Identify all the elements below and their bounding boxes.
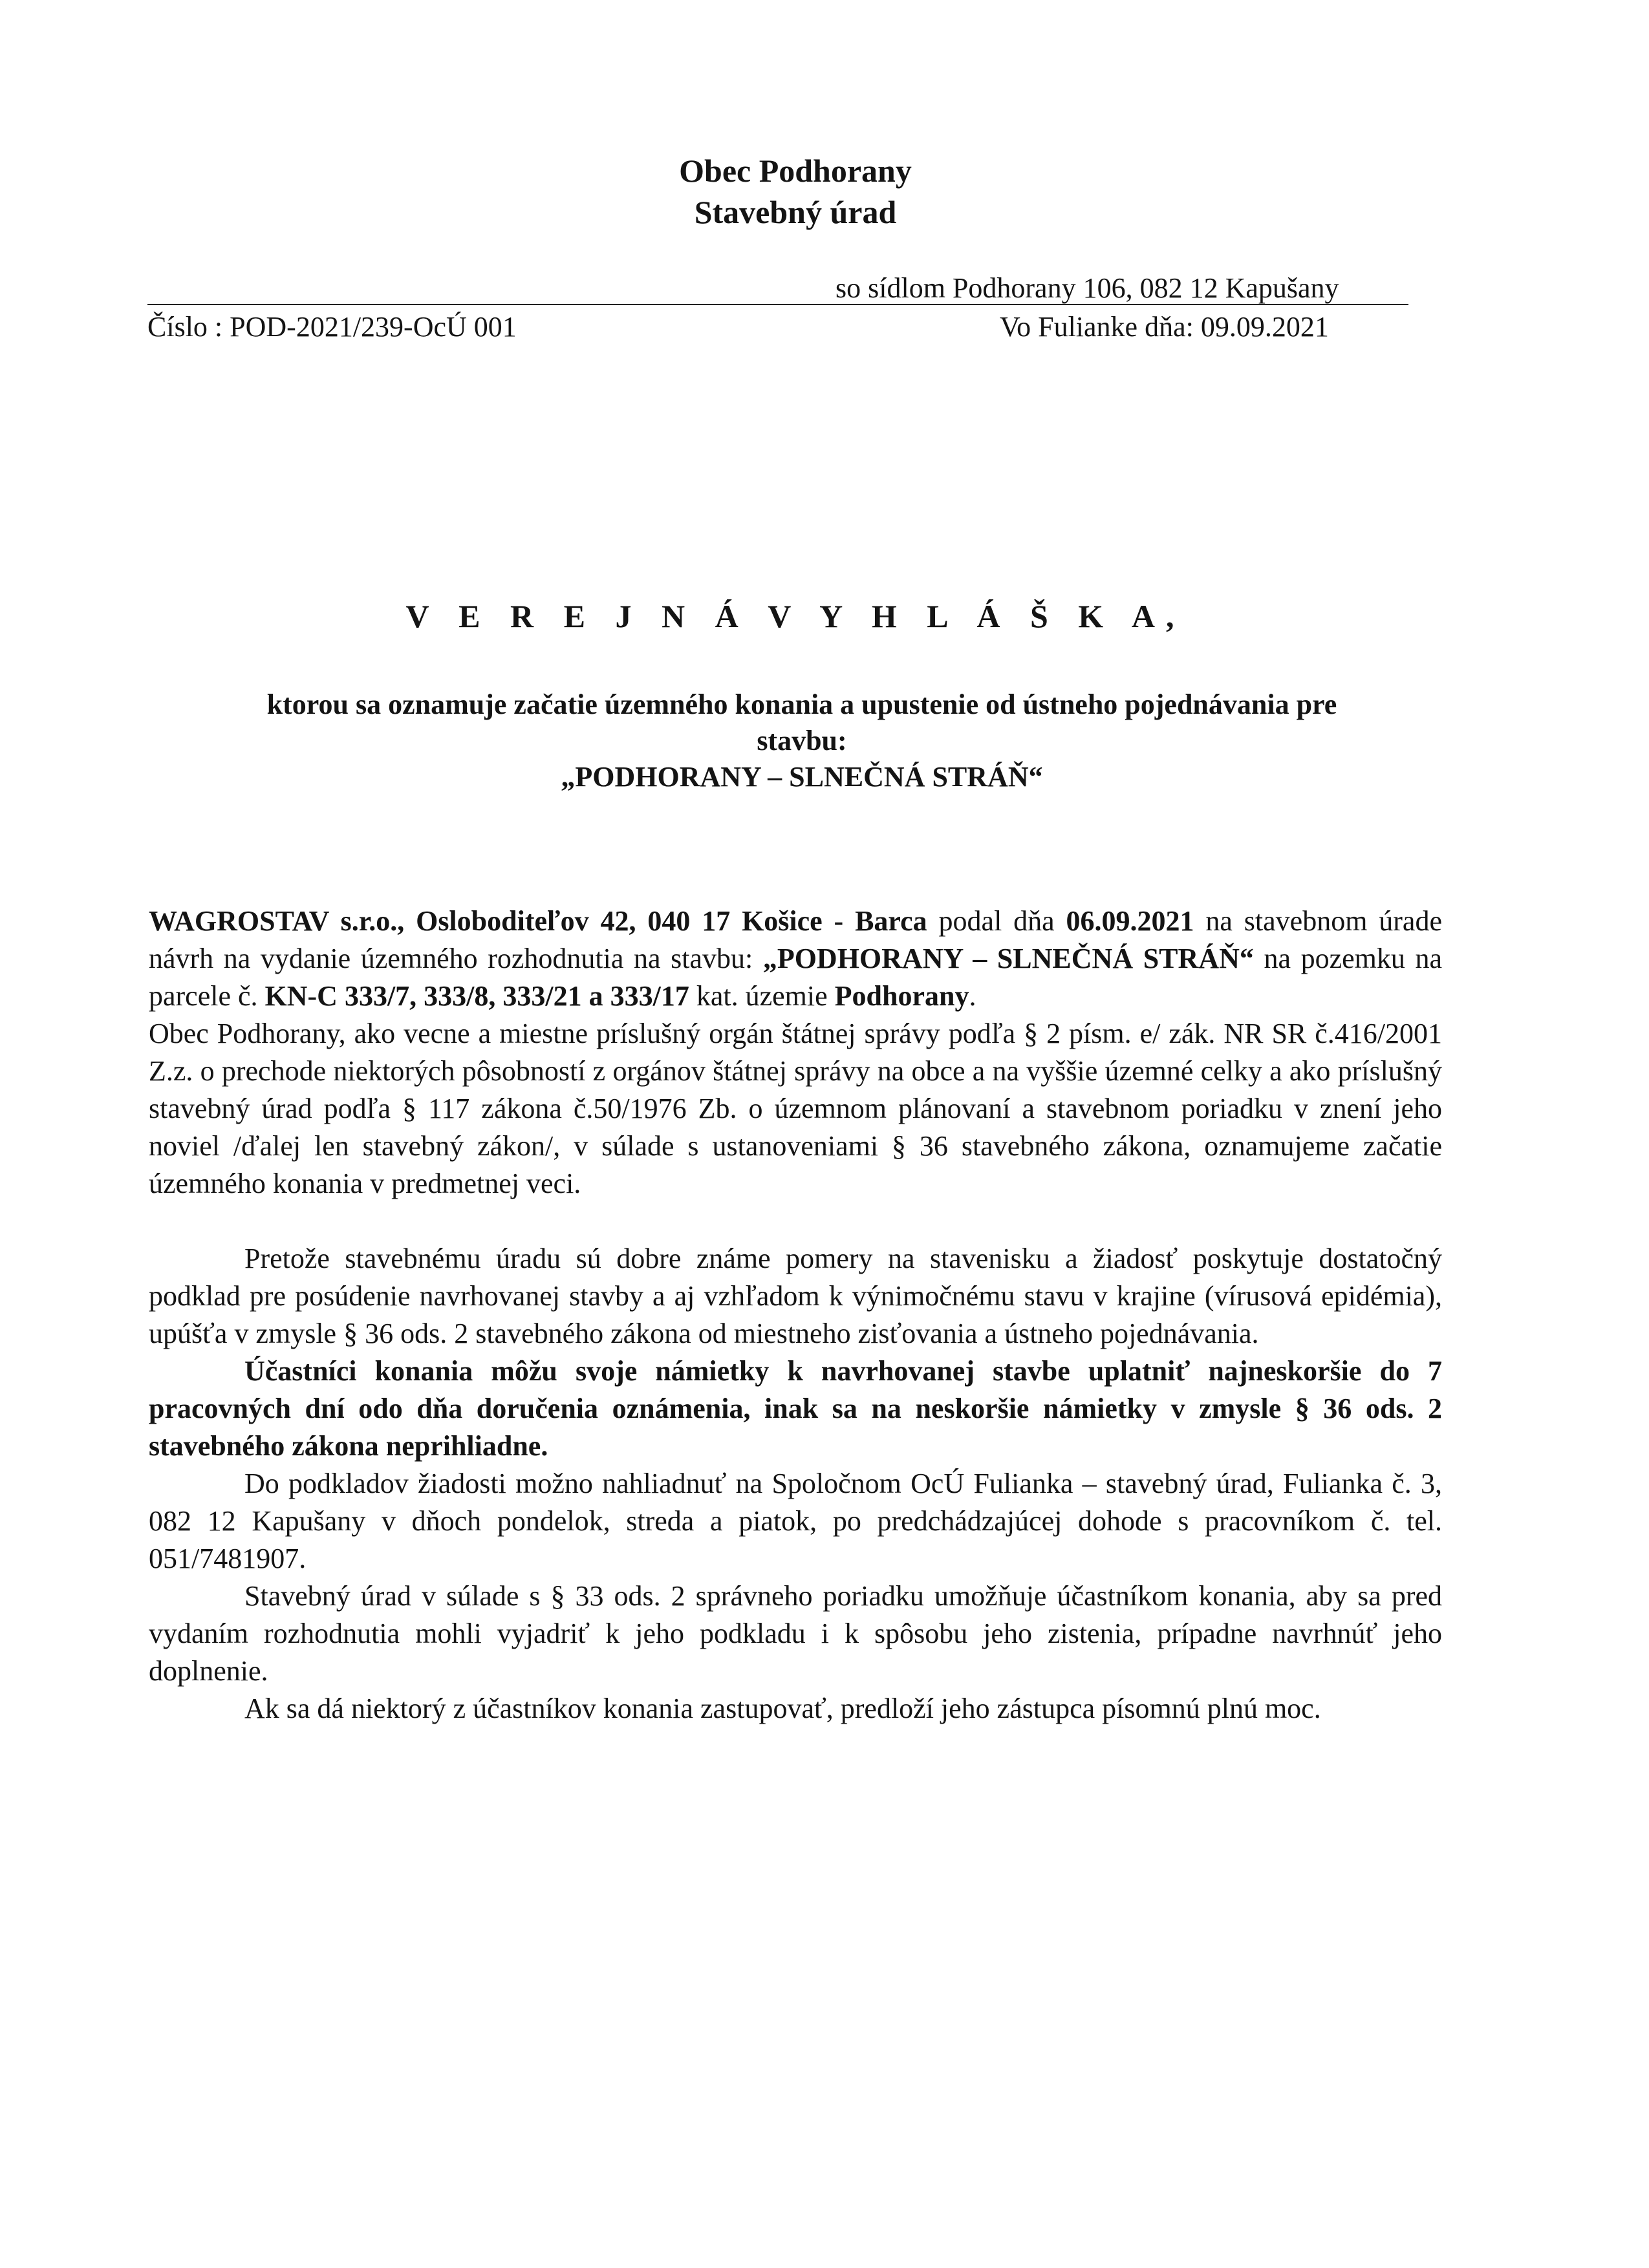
paragraph-inspection: Do podkladov žiadosti možno nahliadnuť na Spoločnom OcÚ Fulianka – stavebný úrad, Fulianka č. 3, 082 12 Kapušany v dňoch pondelok, streda a piatok, po predchádzajúcej dohode s pracovníkom č. tel. 051/7481907. (149, 1468, 1442, 1574)
office-name: Stavebný úrad (694, 194, 897, 230)
municipality-name: Obec Podhorany (679, 153, 912, 189)
text: . (969, 980, 976, 1012)
paragraph-application (149, 903, 1442, 1015)
applicant: WAGROSTAV s.r.o., Osloboditeľov 42, 040 17 Košice - Barca (149, 905, 927, 937)
paragraph-comments: Stavebný úrad v súlade s § 33 ods. 2 správneho poriadku umožňuje účastníkom konania, aby sa pred vydaním rozhodnutia mohli vyjadriť k jeho podkladu i k spôsobu jeho zistenia, prípadne navrhnúť jeho doplnenie. (149, 1580, 1442, 1687)
document-body (149, 903, 1442, 1728)
reference-number: Číslo : POD-2021/239-OcÚ 001 (147, 311, 517, 343)
header-rule (147, 304, 1408, 305)
paragraph-waiver: Pretože stavebnému úradu sú dobre známe pomery na stavenisku a žiadosť poskytuje dostatočný podklad pre posúdenie navrhovanej stavby a aj vzhľadom k výnimočnému stavu v krajine (vírusová epidémia), upúšťa v zmysle § 36 ods. 2 stavebného zákona od miestneho zisťovania a ústneho pojednávania. (149, 1243, 1442, 1349)
text: na stavebnom úrade návrh na vydanie územného rozhodnutia na stavbu: (149, 905, 1442, 974)
paragraph-objections: Účastníci konania môžu svoje námietky k navrhovanej stavbe uplatniť najneskoršie do 7 pracovných dní odo dňa doručenia oznámenia, inak sa na neskoršie námietky v zmysle § 36 ods. 2 stavebného zákona neprihliadne. (149, 1355, 1442, 1462)
place-and-date: Vo Fulianke dňa: 09.09.2021 (1000, 311, 1329, 343)
text: kat. územie (689, 980, 835, 1012)
application-date: 06.09.2021 (1066, 905, 1194, 937)
subtitle-line-2: stavbu: (757, 725, 847, 756)
project-name: „PODHORANY – SLNEČNÁ STRÁŇ“ (762, 943, 1254, 974)
parcel-numbers: KN-C 333/7, 333/8, 333/21 a 333/17 (264, 980, 689, 1012)
text: podal dňa (927, 905, 1066, 937)
cadastral-area: Podhorany (834, 980, 969, 1012)
office-address: so sídlom Podhorany 106, 082 12 Kapušany (835, 272, 1339, 304)
subtitle-project: „PODHORANY – SLNEČNÁ STRÁŇ“ (561, 761, 1043, 793)
paragraph-representation: Ak sa dá niektorý z účastníkov konania zastupovať, predloží jeho zástupca písomnú plnú moc. (244, 1693, 1321, 1724)
document-title: V E R E J N Á V Y H L Á Š K A, (405, 598, 1185, 634)
subtitle (188, 687, 1416, 795)
subtitle-line-1: ktorou sa oznamuje začatie územného konania a upustenie od ústneho pojednávania pre (266, 689, 1337, 720)
paragraph-authority: Obec Podhorany, ako vecne a miestne príslušný orgán štátnej správy podľa § 2 písm. e/ zák. NR SR č.416/2001 Z.z. o prechode niektorých pôsobností z orgánov štátnej správy na obce a na vyššie územné celky a ako príslušný stavebný úrad podľa § 117 zákona č.50/1976 Zb. o územnom plánovaní a stavebnom poriadku v znení jeho noviel /ďalej len stavebný zákon/, v súlade s ustanoveniami § 36 stavebného zákona, oznamujeme začatie územného konania v predmetnej veci. (149, 1018, 1442, 1199)
text: na pozemku na parcele č. (149, 943, 1442, 1012)
